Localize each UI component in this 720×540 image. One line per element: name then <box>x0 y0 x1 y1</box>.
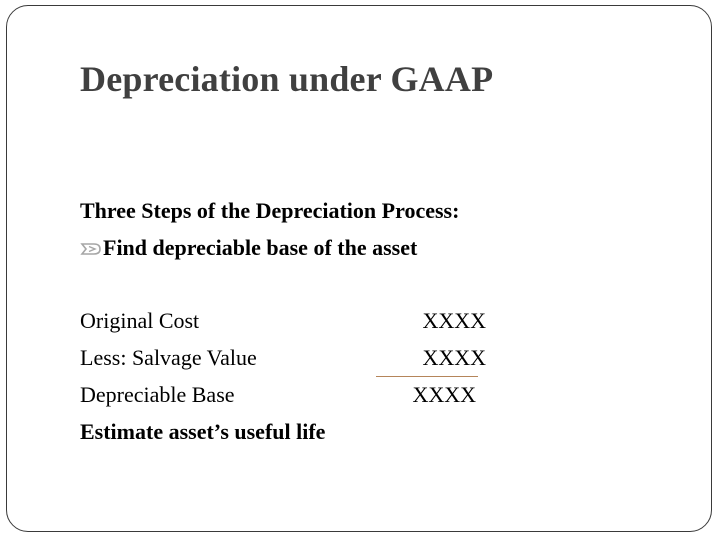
row-value-original-cost: XXXX <box>422 308 486 333</box>
ribbon-bullet-icon <box>80 240 102 256</box>
bullet-text: Find depreciable base of the asset <box>103 235 418 260</box>
slide-title: Depreciation under GAAP <box>80 59 494 99</box>
row-label-salvage-value: Less: Salvage Value <box>80 345 257 370</box>
bullet-item <box>80 237 417 259</box>
useful-life-line: Estimate asset’s useful life <box>80 419 326 444</box>
row-value-salvage-value: XXXX <box>422 345 486 370</box>
row-value-depreciable-base: XXXX <box>412 382 476 407</box>
row-label-original-cost: Original Cost <box>80 308 200 333</box>
section-heading: Three Steps of the Depreciation Process: <box>80 198 460 223</box>
subtotal-rule <box>376 376 478 377</box>
row-label-depreciable-base: Depreciable Base <box>80 382 235 407</box>
